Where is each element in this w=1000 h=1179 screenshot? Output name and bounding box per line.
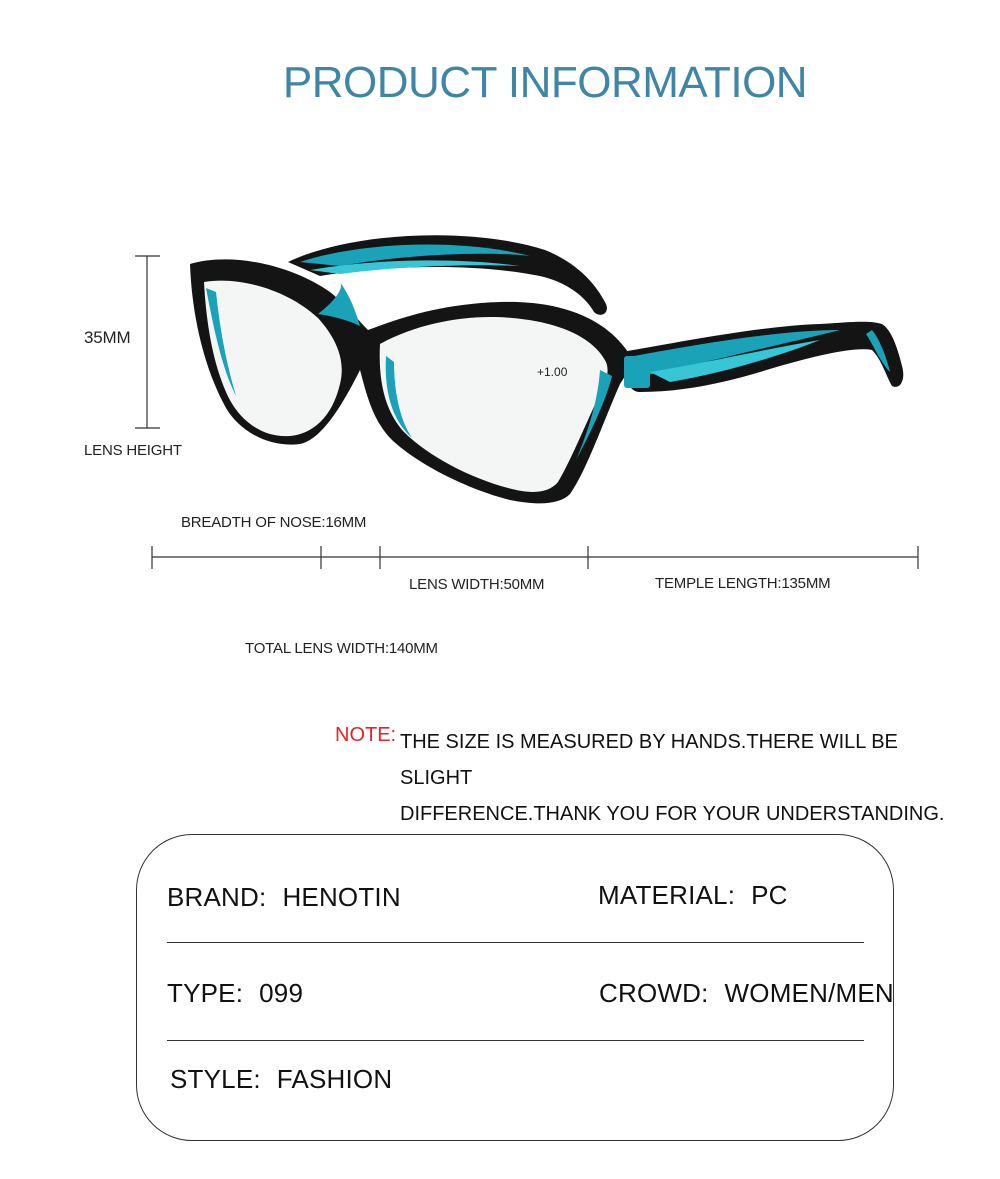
temple-length-label: TEMPLE LENGTH:135MM bbox=[655, 575, 831, 592]
lens-width-label: LENS WIDTH:50MM bbox=[409, 576, 545, 593]
note-line-2: DIFFERENCE.THANK YOU FOR YOUR UNDERSTANDING. bbox=[400, 803, 945, 825]
style-key: STYLE: bbox=[170, 1064, 261, 1094]
brand-field bbox=[167, 882, 401, 913]
note-text bbox=[400, 724, 960, 832]
lens-marking: +1.00 bbox=[537, 365, 568, 379]
type-value: 099 bbox=[259, 978, 304, 1008]
lens-height-value: 35MM bbox=[84, 328, 131, 347]
lens-height-label: LENS HEIGHT bbox=[84, 442, 182, 459]
style-field bbox=[170, 1064, 392, 1095]
divider bbox=[167, 1040, 864, 1041]
note-label: NOTE: bbox=[335, 724, 397, 746]
type-field bbox=[167, 978, 303, 1009]
total-width-label: TOTAL LENS WIDTH:140MM bbox=[245, 640, 438, 657]
material-field bbox=[598, 880, 788, 911]
crowd-field bbox=[599, 978, 894, 1009]
style-value: FASHION bbox=[276, 1064, 393, 1094]
nose-breadth-label: BREADTH OF NOSE:16MM bbox=[181, 514, 367, 531]
note-line-1: THE SIZE IS MEASURED BY HANDS.THERE WILL BE SLIGHT bbox=[400, 731, 898, 789]
material-key: MATERIAL: bbox=[598, 880, 736, 910]
glasses-icon bbox=[190, 235, 903, 503]
lens-height-dimension bbox=[135, 256, 160, 428]
crowd-value: WOMEN/MEN bbox=[724, 978, 894, 1008]
type-key: TYPE: bbox=[167, 978, 244, 1008]
width-dimension bbox=[152, 546, 918, 569]
page-title: PRODUCT INFORMATION bbox=[282, 58, 808, 107]
crowd-key: CROWD: bbox=[599, 978, 709, 1008]
divider bbox=[167, 942, 864, 943]
brand-key: BRAND: bbox=[167, 882, 267, 912]
material-value: PC bbox=[751, 880, 788, 910]
brand-value: HENOTIN bbox=[282, 882, 401, 912]
